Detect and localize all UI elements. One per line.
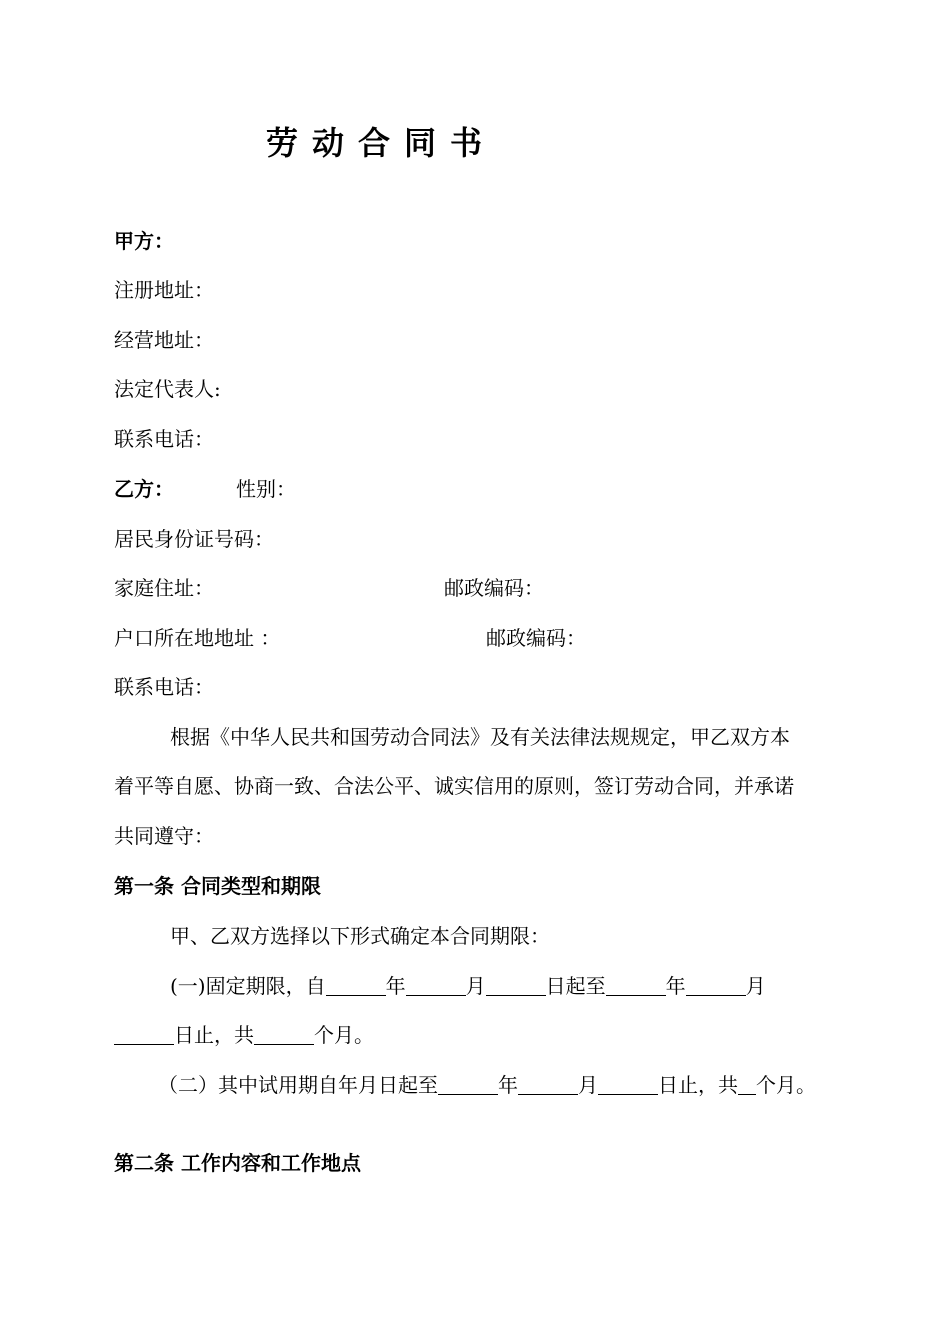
probation-end-year-blank xyxy=(438,1074,498,1095)
probation-line xyxy=(158,1071,816,1099)
id-number-label: 居民身份证号码： xyxy=(114,527,274,551)
preamble-line-3: 共同遵守： xyxy=(114,824,214,848)
fixed-term-line xyxy=(170,972,766,1000)
end-day-blank xyxy=(114,1024,174,1045)
fixed-term-prefix: (一)固定期限，自 xyxy=(170,974,326,998)
home-address-label: 家庭住址： xyxy=(114,576,214,600)
end-month-blank xyxy=(686,975,746,996)
party-b-phone-label: 联系电话： xyxy=(114,675,214,699)
months-total-label: 个月。 xyxy=(756,1073,816,1097)
start-day-blank xyxy=(486,975,546,996)
preamble-line-1: 根据《中华人民共和国劳动合同法》及有关法律法规规定，甲乙双方本 xyxy=(170,725,790,749)
registered-address-label: 注册地址： xyxy=(114,278,214,302)
article-1-heading: 第一条 合同类型和期限 xyxy=(114,874,321,898)
start-month-blank xyxy=(406,975,466,996)
legal-representative-label: 法定代表人: xyxy=(114,377,221,401)
probation-end-day-blank xyxy=(598,1074,658,1095)
party-b-label: 乙方： xyxy=(114,477,174,501)
month-unit: 月 xyxy=(465,974,486,998)
party-a-phone-label: 联系电话： xyxy=(114,427,214,451)
day-until: 日止，共 xyxy=(174,1023,254,1047)
day-until: 日止，共 xyxy=(658,1073,738,1097)
day-from-to: 日起至 xyxy=(545,974,606,998)
page-title: 劳动合同书 xyxy=(266,124,497,162)
article-2-heading: 第二条 工作内容和工作地点 xyxy=(114,1151,361,1175)
hukou-address-label: 户口所在地地址 ： xyxy=(114,626,281,650)
months-total-label: 个月。 xyxy=(314,1023,374,1047)
probation-prefix: （二）其中试用期自年月日起至 xyxy=(158,1073,438,1097)
year-unit: 年 xyxy=(665,974,686,998)
month-unit: 月 xyxy=(578,1073,598,1097)
fixed-term-line-2 xyxy=(114,1021,374,1049)
year-unit: 年 xyxy=(385,974,406,998)
postal-code-label-2: 邮政编码： xyxy=(486,626,586,650)
month-unit: 月 xyxy=(745,974,766,998)
postal-code-label-1: 邮政编码： xyxy=(444,576,544,600)
party-a-label: 甲方： xyxy=(114,229,174,253)
business-address-label: 经营地址： xyxy=(114,328,214,352)
preamble-line-2: 着平等自愿、协商一致、合法公平、诚实信用的原则，签订劳动合同，并承诺 xyxy=(114,774,794,798)
probation-end-month-blank xyxy=(518,1074,578,1095)
gender-label: 性别： xyxy=(236,477,296,501)
year-unit: 年 xyxy=(498,1073,518,1097)
months-total-blank xyxy=(254,1024,314,1045)
article-1-intro: 甲、乙双方选择以下形式确定本合同期限： xyxy=(170,924,550,948)
end-year-blank xyxy=(606,975,666,996)
start-year-blank xyxy=(326,975,386,996)
probation-months-blank xyxy=(738,1074,756,1095)
